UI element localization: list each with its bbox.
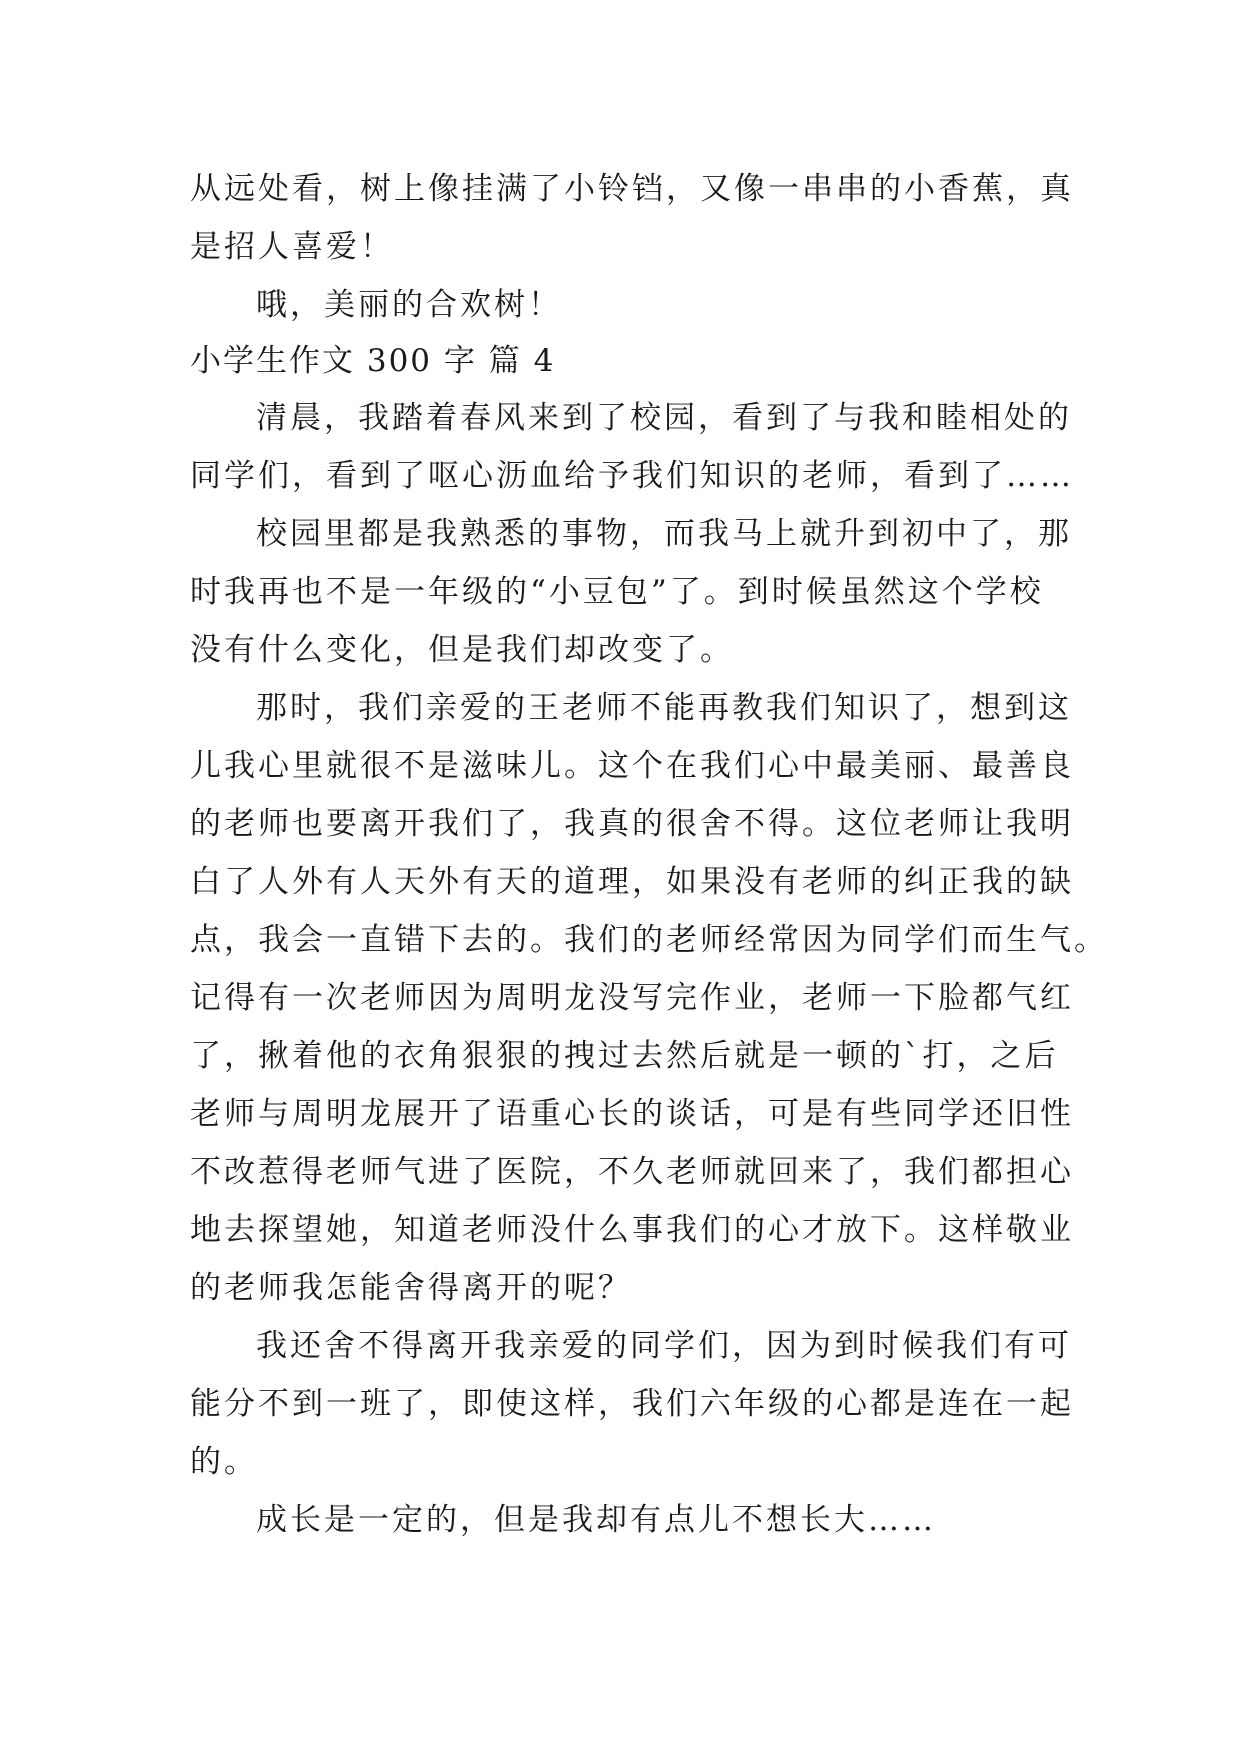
paragraph-3 <box>190 679 1108 1317</box>
paragraph-line: 我还舍不得离开我亲爱的同学们，因为到时候我们有可 <box>256 1328 1072 1364</box>
paragraph-line: 同学们，看到了呕心沥血给予我们知识的老师，看到了…… <box>190 458 1074 494</box>
document-body <box>190 160 1108 1549</box>
paragraph-line: 清晨，我踏着春风来到了校园，看到了与我和睦相处的 <box>256 400 1072 436</box>
section-heading: 小学生作文 300 字 篇 4 <box>190 343 556 379</box>
paragraph-line: 的老师我怎能舍得离开的呢？ <box>190 1270 632 1306</box>
paragraph-line: 地去探望她，知道老师没什么事我们的心才放下。这样敬业 <box>190 1212 1074 1248</box>
intro-line-2: 是招人喜爱！ <box>190 229 394 265</box>
paragraph-line: 点，我会一直错下去的。我们的老师经常因为同学们而生气。 <box>190 922 1108 958</box>
paragraph-2 <box>190 505 1072 679</box>
paragraph-line: 成长是一定的，但是我却有点儿不想长大…… <box>256 1502 936 1538</box>
paragraph-1 <box>190 389 1074 505</box>
paragraph-line: 那时，我们亲爱的王老师不能再教我们知识了，想到这 <box>256 690 1072 726</box>
paragraph-line: 的老师也要离开我们了，我真的很舍不得。这位老师让我明 <box>190 806 1074 842</box>
paragraph-line: 白了人外有人天外有天的道理，如果没有老师的纠正我的缺 <box>190 864 1074 900</box>
paragraph-5 <box>190 1491 1060 1549</box>
paragraph-line: 能分不到一班了，即使这样，我们六年级的心都是连在一起 <box>190 1386 1074 1422</box>
paragraph-line: 老师与周明龙展开了语重心长的谈话，可是有些同学还旧性 <box>190 1096 1074 1132</box>
paragraph-line: 的。 <box>190 1444 258 1480</box>
paragraph-line: 儿我心里就很不是滋味儿。这个在我们心中最美丽、最善良 <box>190 748 1074 784</box>
paragraph-line: 没有什么变化，但是我们却改变了。 <box>190 632 734 668</box>
paragraph-line: 不改惹得老师气进了医院，不久老师就回来了，我们都担心 <box>190 1154 1074 1190</box>
paragraph-line: 校园里都是我熟悉的事物，而我马上就升到初中了，那 <box>256 516 1072 552</box>
paragraph-line: 了，揪着他的衣角狠狠的拽过去然后就是一顿的`打，之后 <box>190 1038 1059 1074</box>
paragraph-line: 记得有一次老师因为周明龙没写完作业，老师一下脸都气红 <box>190 980 1074 1016</box>
intro-line-1: 从远处看，树上像挂满了小铃铛，又像一串串的小香蕉，真 <box>190 171 1074 207</box>
paragraph-4 <box>190 1317 1074 1491</box>
paragraph-line: 时我再也不是一年级的“小豆包”了。到时候虽然这个学校 <box>190 574 1044 610</box>
closing-line: 哦，美丽的合欢树！ <box>256 287 562 323</box>
